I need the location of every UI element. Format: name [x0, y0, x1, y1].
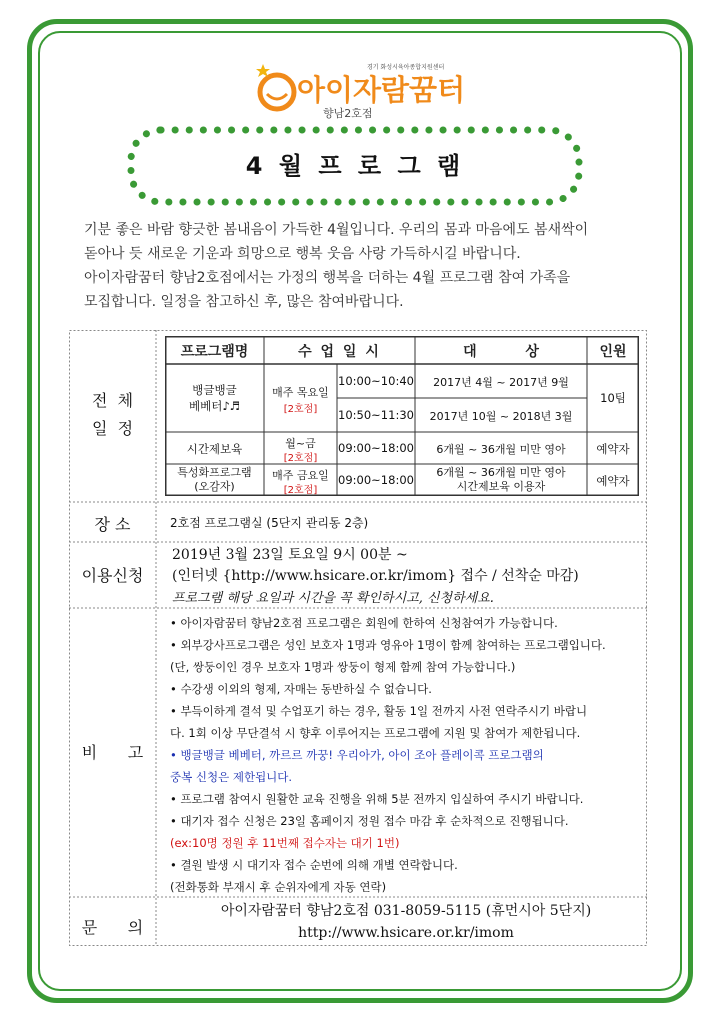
intro-line: 모집합니다. 일정을 참고하신 후, 많은 참여바랍니다.	[84, 294, 404, 310]
note-line: (단, 쌍둥이인 경우 보호자 1명과 쌍둥이 형제 함께 참여 가능합니다.)	[170, 660, 516, 674]
section-apply-label: 이용신청	[81, 566, 144, 585]
note-line: • 프로그램 참여시 원활한 교육 진행을 위해 5분 전까지 입실하여 주시기 바랍니다.	[170, 792, 584, 806]
intro-line: 기분 좋은 바람 향긋한 봄내음이 가득한 4월입니다. 우리의 몸과 마음에도 봄새싹이	[84, 222, 589, 238]
logo-branch: 향남2호점	[323, 107, 373, 120]
program-name: 특성화프로그램 (오감자)	[177, 466, 252, 493]
header-target: 대 상	[463, 344, 539, 360]
program-time: 09:00~18:00	[338, 473, 414, 487]
logo-org: 경기 화성시육아종합지원센터	[367, 64, 445, 71]
program-name: 뱅글뱅글 베베터♪♬	[189, 383, 240, 413]
note-line: • 뱅글뱅글 베베터, 까르르 까꿍! 우리아가, 아이 조아 플레이콕 프로그램의	[170, 748, 544, 762]
contact-url[interactable]: http://www.hsicare.or.kr/imom	[298, 925, 514, 941]
program-day: 월~금	[285, 437, 316, 450]
note-line: • 결원 발생 시 대기자 접수 순번에 의해 개별 연락합니다.	[170, 858, 458, 872]
section-schedule-label: 전 체 일 정	[91, 391, 134, 438]
note-line: 중복 신청은 제한됩니다.	[170, 770, 293, 784]
program-day: 매주 목요일	[272, 386, 329, 399]
header-count: 인원	[599, 344, 627, 360]
section-contact-label: 문 의	[81, 918, 144, 937]
note-line: • 아이자람꿈터 향남2호점 프로그램은 회원에 한하여 신청참여가 가능합니다.	[170, 616, 558, 630]
program-target: 6개월 ~ 36개월 미만 영아	[436, 443, 566, 456]
program-name: 시간제보육	[186, 442, 243, 456]
notes-list	[170, 612, 640, 898]
note-line: (ex:10명 정원 후 11번째 접수자는 대기 1번)	[170, 836, 400, 850]
schedule-table	[165, 336, 639, 496]
program-target: 2017년 10월 ~ 2018년 3월	[429, 410, 573, 423]
program-target: 2017년 4월 ~ 2017년 9월	[433, 376, 569, 389]
note-line: (전화통화 부재시 후 순위자에게 자동 연락)	[170, 880, 387, 894]
program-branch: [2호점]	[283, 453, 318, 464]
program-time: 09:00~18:00	[338, 441, 414, 455]
note-line: 다. 1회 이상 무단결석 시 향후 이루어지는 프로그램에 지원 및 참여가 제한됩니다.	[170, 726, 581, 740]
program-time: 10:00~10:40	[338, 374, 414, 388]
smiley-logo-icon	[255, 64, 299, 114]
intro-line: 아이자람꿈터 향남2호점에서는 가정의 행복을 더하는 4월 프로그램 참여 가족을	[84, 270, 571, 286]
program-branch: [2호점]	[283, 485, 318, 496]
header-program: 프로그램명	[180, 344, 249, 360]
section-notes-label: 비 고	[81, 743, 144, 762]
place-value: 2호점 프로그램실 (5단지 관리동 2층)	[170, 516, 369, 530]
section-place-label: 장 소	[94, 515, 131, 534]
logo-wordmark: 아이자람꿈터	[297, 73, 466, 107]
apply-method: (인터넷 {http://www.hsicare.or.kr/imom} 접수 / 선착순 마감)	[172, 568, 579, 584]
note-line: • 대기자 접수 신청은 23일 홈페이지 정원 접수 마감 후 순차적으로 진행됩니다.	[170, 814, 569, 828]
program-count: 예약자	[596, 442, 630, 456]
intro-text	[84, 218, 654, 314]
page-title: 4 월 프 로 그 램	[245, 152, 465, 180]
program-time: 10:50~11:30	[338, 408, 414, 422]
program-count: 예약자	[596, 474, 630, 488]
note-line: • 외부강사프로그램은 성인 보호자 1명과 영유아 1명이 함께 참여하는 프로그램입니다.	[170, 638, 606, 652]
apply-date: 2019년 3월 23일 토요일 9시 00분 ~	[172, 547, 408, 563]
program-target: 6개월 ~ 36개월 미만 영아 시간제보육 이용자	[436, 466, 566, 493]
note-line: • 수강생 이외의 형제, 자매는 동반하실 수 없습니다.	[170, 682, 432, 696]
contact-info: 아이자람꿈터 향남2호점 031-8059-5115 (휴먼시아 5단지)	[220, 903, 592, 919]
apply-note: 프로그램 해당 요일과 시간을 꼭 확인하시고, 신청하세요.	[172, 591, 494, 606]
title-box	[127, 126, 583, 206]
header-datetime: 수 업 일 시	[298, 344, 381, 360]
program-count: 10팀	[600, 391, 626, 405]
program-day: 매주 금요일	[272, 469, 329, 482]
logo	[255, 60, 485, 124]
program-branch: [2호점]	[283, 404, 318, 415]
intro-line: 돋아나 듯 새로운 기운과 희망으로 행복 웃음 사랑 가득하시길 바랍니다.	[84, 246, 521, 262]
note-line: • 부득이하게 결석 및 수업포기 하는 경우, 활동 1일 전까지 사전 연락주시기 바랍니	[170, 704, 588, 718]
